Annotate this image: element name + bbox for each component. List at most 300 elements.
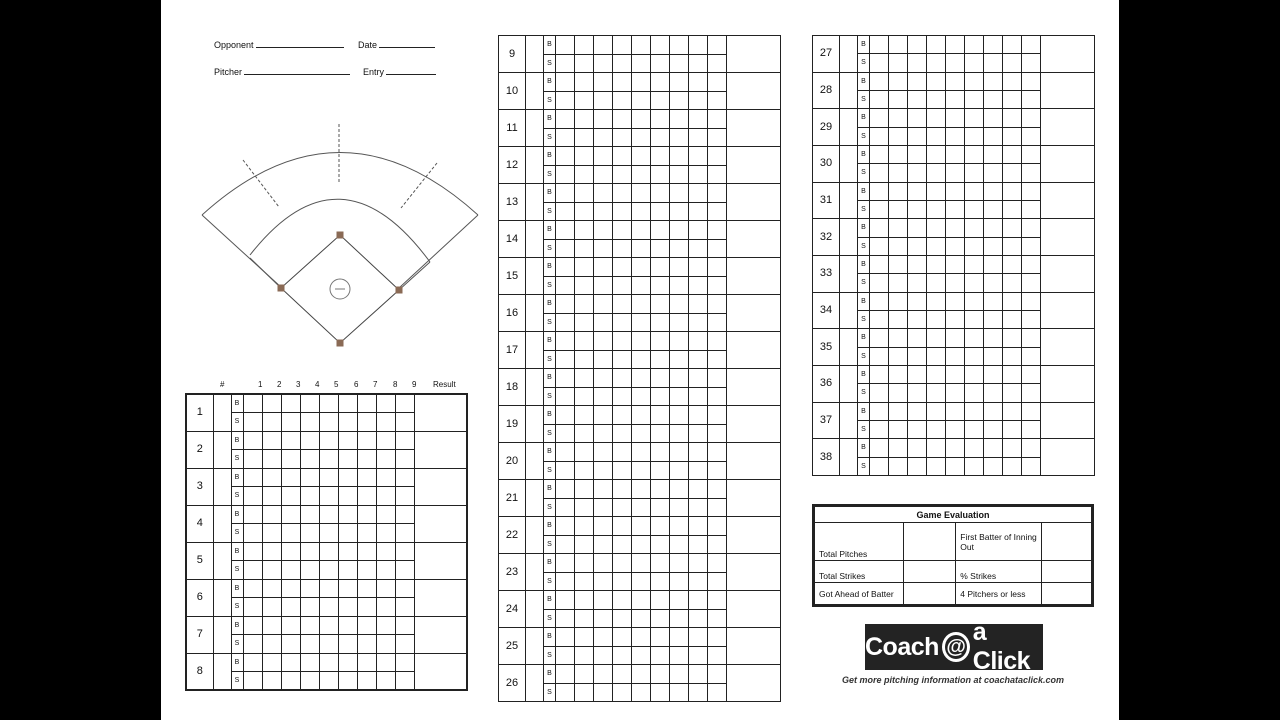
pitch-cell[interactable] — [889, 90, 908, 108]
pitch-cell[interactable] — [670, 591, 689, 610]
pitch-cell[interactable] — [300, 579, 319, 598]
pitch-cell[interactable] — [651, 184, 670, 203]
pitch-cell[interactable] — [556, 665, 575, 684]
pitch-cell[interactable] — [1003, 72, 1022, 90]
pitch-cell[interactable] — [594, 295, 613, 314]
pitch-cell[interactable] — [262, 468, 281, 487]
pitch-cell[interactable] — [689, 609, 708, 628]
pitch-cell[interactable] — [870, 219, 889, 237]
pitch-cell[interactable] — [984, 365, 1003, 383]
pitch-cell[interactable] — [613, 683, 632, 702]
pitch-cell[interactable] — [243, 487, 262, 506]
pitch-cell[interactable] — [319, 413, 338, 432]
pitch-cell[interactable] — [651, 424, 670, 443]
pitch-cell[interactable] — [556, 313, 575, 332]
pitch-cell[interactable] — [708, 424, 727, 443]
pitch-cell[interactable] — [632, 535, 651, 554]
result-cell[interactable] — [727, 73, 781, 110]
pitch-cell[interactable] — [965, 255, 984, 273]
batter-entry-cell[interactable] — [840, 36, 858, 73]
pitch-cell[interactable] — [376, 394, 395, 413]
pitch-cell[interactable] — [708, 36, 727, 55]
pitch-cell[interactable] — [632, 91, 651, 110]
pitch-cell[interactable] — [243, 468, 262, 487]
pitch-cell[interactable] — [632, 332, 651, 351]
pitch-cell[interactable] — [651, 221, 670, 240]
pitch-cell[interactable] — [632, 128, 651, 147]
pitch-cell[interactable] — [870, 402, 889, 420]
batter-entry-cell[interactable] — [526, 184, 544, 221]
pitch-cell[interactable] — [357, 616, 376, 635]
pitch-cell[interactable] — [651, 369, 670, 388]
pitch-cell[interactable] — [395, 450, 414, 469]
pitch-cell[interactable] — [281, 524, 300, 543]
pitch-cell[interactable] — [670, 295, 689, 314]
pitch-cell[interactable] — [376, 561, 395, 580]
pitch-cell[interactable] — [889, 36, 908, 54]
pitch-cell[interactable] — [575, 295, 594, 314]
pitch-cell[interactable] — [300, 616, 319, 635]
pitch-cell[interactable] — [395, 431, 414, 450]
batter-entry-cell[interactable] — [213, 468, 231, 505]
result-cell[interactable] — [727, 554, 781, 591]
pitch-cell[interactable] — [965, 127, 984, 145]
pitch-cell[interactable] — [556, 609, 575, 628]
pitch-cell[interactable] — [300, 487, 319, 506]
pitch-cell[interactable] — [651, 110, 670, 129]
pitch-cell[interactable] — [651, 480, 670, 499]
pitch-cell[interactable] — [632, 276, 651, 295]
pitch-cell[interactable] — [281, 450, 300, 469]
pitch-cell[interactable] — [613, 295, 632, 314]
result-cell[interactable] — [1041, 402, 1095, 439]
result-cell[interactable] — [727, 147, 781, 184]
pitch-cell[interactable] — [708, 646, 727, 665]
pitch-cell[interactable] — [965, 36, 984, 54]
pitch-cell[interactable] — [946, 145, 965, 163]
pitch-cell[interactable] — [908, 36, 927, 54]
pitch-cell[interactable] — [670, 628, 689, 647]
pitch-cell[interactable] — [613, 202, 632, 221]
pitch-cell[interactable] — [556, 184, 575, 203]
pitch-cell[interactable] — [708, 443, 727, 462]
pitch-cell[interactable] — [708, 387, 727, 406]
batter-entry-cell[interactable] — [213, 579, 231, 616]
pitch-cell[interactable] — [613, 54, 632, 73]
pitch-cell[interactable] — [889, 54, 908, 72]
pitch-cell[interactable] — [1003, 365, 1022, 383]
pitch-cell[interactable] — [594, 406, 613, 425]
pitch-cell[interactable] — [946, 292, 965, 310]
pitch-cell[interactable] — [575, 276, 594, 295]
pitch-cell[interactable] — [946, 384, 965, 402]
pitch-cell[interactable] — [575, 535, 594, 554]
pitch-cell[interactable] — [651, 36, 670, 55]
pitch-cell[interactable] — [319, 561, 338, 580]
pitch-cell[interactable] — [670, 258, 689, 277]
pitch-cell[interactable] — [984, 109, 1003, 127]
pitch-cell[interactable] — [927, 457, 946, 475]
pitch-cell[interactable] — [632, 202, 651, 221]
pitch-cell[interactable] — [357, 542, 376, 561]
pitch-cell[interactable] — [927, 109, 946, 127]
pitch-cell[interactable] — [575, 202, 594, 221]
result-cell[interactable] — [727, 332, 781, 369]
result-cell[interactable] — [414, 579, 467, 616]
pitch-cell[interactable] — [556, 461, 575, 480]
pitch-cell[interactable] — [281, 653, 300, 672]
pitch-cell[interactable] — [262, 450, 281, 469]
pitch-cell[interactable] — [946, 219, 965, 237]
pitch-cell[interactable] — [594, 369, 613, 388]
pitch-cell[interactable] — [613, 554, 632, 573]
pitch-cell[interactable] — [689, 128, 708, 147]
pitch-cell[interactable] — [376, 598, 395, 617]
pitch-cell[interactable] — [575, 443, 594, 462]
pitch-cell[interactable] — [946, 200, 965, 218]
pitch-cell[interactable] — [651, 609, 670, 628]
pitch-cell[interactable] — [984, 72, 1003, 90]
pitch-cell[interactable] — [594, 184, 613, 203]
pitch-cell[interactable] — [689, 202, 708, 221]
batter-entry-cell[interactable] — [526, 221, 544, 258]
pitch-cell[interactable] — [613, 498, 632, 517]
pitch-cell[interactable] — [946, 439, 965, 457]
pitch-cell[interactable] — [927, 347, 946, 365]
pitch-cell[interactable] — [632, 424, 651, 443]
batter-entry-cell[interactable] — [526, 480, 544, 517]
pitch-cell[interactable] — [651, 295, 670, 314]
pitch-cell[interactable] — [1003, 36, 1022, 54]
pitch-cell[interactable] — [984, 127, 1003, 145]
pitch-cell[interactable] — [357, 635, 376, 654]
pitch-cell[interactable] — [575, 258, 594, 277]
pitch-cell[interactable] — [708, 276, 727, 295]
pitch-cell[interactable] — [300, 505, 319, 524]
result-cell[interactable] — [727, 665, 781, 702]
pitch-cell[interactable] — [243, 672, 262, 691]
pitch-cell[interactable] — [338, 635, 357, 654]
pitch-cell[interactable] — [1022, 439, 1041, 457]
pitch-cell[interactable] — [1022, 36, 1041, 54]
pitch-cell[interactable] — [689, 295, 708, 314]
pitch-cell[interactable] — [632, 517, 651, 536]
pitch-cell[interactable] — [338, 672, 357, 691]
pitch-cell[interactable] — [870, 292, 889, 310]
coach-at-a-click-logo[interactable] — [865, 618, 1043, 675]
pitch-cell[interactable] — [594, 128, 613, 147]
pitch-cell[interactable] — [870, 182, 889, 200]
batter-entry-cell[interactable] — [213, 505, 231, 542]
pitch-cell[interactable] — [965, 54, 984, 72]
total-strikes-value[interactable] — [903, 561, 956, 583]
pitch-cell[interactable] — [395, 394, 414, 413]
batter-entry-cell[interactable] — [526, 628, 544, 665]
batter-entry-cell[interactable] — [526, 406, 544, 443]
pitch-cell[interactable] — [376, 431, 395, 450]
pitch-cell[interactable] — [870, 145, 889, 163]
pitch-cell[interactable] — [927, 365, 946, 383]
pitch-cell[interactable] — [670, 443, 689, 462]
pitch-cell[interactable] — [965, 402, 984, 420]
pitch-cell[interactable] — [357, 524, 376, 543]
pitch-cell[interactable] — [651, 406, 670, 425]
pitch-cell[interactable] — [395, 505, 414, 524]
batter-entry-cell[interactable] — [526, 443, 544, 480]
pitch-cell[interactable] — [575, 609, 594, 628]
pitch-cell[interactable] — [300, 635, 319, 654]
pitch-cell[interactable] — [262, 394, 281, 413]
pitch-cell[interactable] — [613, 665, 632, 684]
pitch-cell[interactable] — [651, 683, 670, 702]
pitch-cell[interactable] — [1003, 292, 1022, 310]
pitch-cell[interactable] — [965, 365, 984, 383]
pitch-cell[interactable] — [594, 165, 613, 184]
pitch-cell[interactable] — [908, 347, 927, 365]
pitch-cell[interactable] — [965, 310, 984, 328]
pitch-cell[interactable] — [927, 182, 946, 200]
pitch-cell[interactable] — [594, 110, 613, 129]
pitch-cell[interactable] — [689, 572, 708, 591]
pitch-cell[interactable] — [670, 313, 689, 332]
pitch-cell[interactable] — [708, 628, 727, 647]
pitch-cell[interactable] — [1003, 420, 1022, 438]
pitch-cell[interactable] — [575, 36, 594, 55]
pitch-cell[interactable] — [889, 439, 908, 457]
pitch-cell[interactable] — [613, 646, 632, 665]
pitch-cell[interactable] — [689, 424, 708, 443]
pitch-cell[interactable] — [376, 616, 395, 635]
pitch-cell[interactable] — [613, 387, 632, 406]
pitch-cell[interactable] — [946, 164, 965, 182]
pitch-cell[interactable] — [689, 239, 708, 258]
pitch-cell[interactable] — [984, 402, 1003, 420]
pitch-cell[interactable] — [338, 468, 357, 487]
pitch-cell[interactable] — [651, 572, 670, 591]
pitch-cell[interactable] — [984, 90, 1003, 108]
pitch-cell[interactable] — [670, 73, 689, 92]
pitch-cell[interactable] — [357, 394, 376, 413]
pitch-cell[interactable] — [965, 292, 984, 310]
pitch-cell[interactable] — [613, 239, 632, 258]
pitch-cell[interactable] — [338, 394, 357, 413]
pitch-cell[interactable] — [281, 598, 300, 617]
pitch-cell[interactable] — [689, 517, 708, 536]
pitch-cell[interactable] — [651, 646, 670, 665]
pitch-cell[interactable] — [575, 424, 594, 443]
pitch-cell[interactable] — [594, 258, 613, 277]
pitch-cell[interactable] — [594, 628, 613, 647]
pitch-cell[interactable] — [1003, 237, 1022, 255]
pitch-cell[interactable] — [1003, 274, 1022, 292]
pitch-cell[interactable] — [632, 480, 651, 499]
pitch-cell[interactable] — [556, 683, 575, 702]
pitch-cell[interactable] — [556, 628, 575, 647]
pitch-cell[interactable] — [670, 683, 689, 702]
pitch-cell[interactable] — [1022, 90, 1041, 108]
batter-entry-cell[interactable] — [213, 542, 231, 579]
pitch-cell[interactable] — [927, 329, 946, 347]
pitch-cell[interactable] — [632, 646, 651, 665]
pitch-cell[interactable] — [651, 313, 670, 332]
pitch-cell[interactable] — [946, 457, 965, 475]
pitch-cell[interactable] — [594, 461, 613, 480]
pitch-cell[interactable] — [243, 616, 262, 635]
got-ahead-value[interactable] — [903, 583, 956, 605]
result-cell[interactable] — [414, 616, 467, 653]
pitch-cell[interactable] — [556, 350, 575, 369]
pitch-cell[interactable] — [1003, 219, 1022, 237]
result-cell[interactable] — [727, 480, 781, 517]
pitch-cell[interactable] — [376, 505, 395, 524]
pitch-cell[interactable] — [613, 406, 632, 425]
pitch-cell[interactable] — [632, 350, 651, 369]
pitch-cell[interactable] — [1003, 200, 1022, 218]
pitch-cell[interactable] — [927, 72, 946, 90]
pitch-cell[interactable] — [984, 54, 1003, 72]
pitch-cell[interactable] — [689, 591, 708, 610]
pitch-cell[interactable] — [575, 54, 594, 73]
pitch-cell[interactable] — [870, 347, 889, 365]
pitch-cell[interactable] — [870, 54, 889, 72]
pitch-cell[interactable] — [300, 561, 319, 580]
pitch-cell[interactable] — [319, 653, 338, 672]
result-cell[interactable] — [1041, 439, 1095, 476]
pitch-cell[interactable] — [594, 91, 613, 110]
pitch-cell[interactable] — [262, 542, 281, 561]
pitch-cell[interactable] — [243, 413, 262, 432]
pitch-cell[interactable] — [908, 365, 927, 383]
pitch-cell[interactable] — [575, 239, 594, 258]
pitch-cell[interactable] — [262, 561, 281, 580]
pitch-cell[interactable] — [594, 313, 613, 332]
pitch-cell[interactable] — [357, 413, 376, 432]
pitch-cell[interactable] — [651, 54, 670, 73]
pitch-cell[interactable] — [870, 274, 889, 292]
pitch-cell[interactable] — [376, 524, 395, 543]
pitch-cell[interactable] — [243, 653, 262, 672]
pitch-cell[interactable] — [870, 200, 889, 218]
pitch-cell[interactable] — [689, 110, 708, 129]
pitch-cell[interactable] — [908, 292, 927, 310]
pitch-cell[interactable] — [651, 239, 670, 258]
pitch-cell[interactable] — [1003, 182, 1022, 200]
pitch-cell[interactable] — [1003, 384, 1022, 402]
pitch-cell[interactable] — [984, 439, 1003, 457]
pitch-cell[interactable] — [1022, 54, 1041, 72]
pitch-cell[interactable] — [594, 54, 613, 73]
pitch-cell[interactable] — [670, 110, 689, 129]
batter-entry-cell[interactable] — [840, 145, 858, 182]
pitch-cell[interactable] — [689, 350, 708, 369]
pitch-cell[interactable] — [689, 313, 708, 332]
pitch-cell[interactable] — [395, 468, 414, 487]
pitch-cell[interactable] — [613, 91, 632, 110]
pitch-cell[interactable] — [319, 431, 338, 450]
pitch-cell[interactable] — [376, 579, 395, 598]
pitch-cell[interactable] — [575, 554, 594, 573]
pitch-cell[interactable] — [556, 73, 575, 92]
pitch-cell[interactable] — [651, 91, 670, 110]
pitch-cell[interactable] — [965, 164, 984, 182]
pitch-cell[interactable] — [708, 239, 727, 258]
pitch-cell[interactable] — [1022, 200, 1041, 218]
pitch-cell[interactable] — [613, 628, 632, 647]
pitch-cell[interactable] — [575, 128, 594, 147]
pitch-cell[interactable] — [395, 561, 414, 580]
pitch-cell[interactable] — [395, 413, 414, 432]
pitch-cell[interactable] — [613, 443, 632, 462]
pitch-cell[interactable] — [575, 165, 594, 184]
pitch-cell[interactable] — [908, 164, 927, 182]
pitch-cell[interactable] — [889, 402, 908, 420]
pitch-cell[interactable] — [376, 542, 395, 561]
result-cell[interactable] — [727, 258, 781, 295]
pitch-cell[interactable] — [575, 498, 594, 517]
pitch-cell[interactable] — [1003, 439, 1022, 457]
pitch-cell[interactable] — [984, 292, 1003, 310]
pitch-cell[interactable] — [262, 635, 281, 654]
pitch-cell[interactable] — [300, 468, 319, 487]
pitch-cell[interactable] — [594, 591, 613, 610]
pitch-cell[interactable] — [395, 542, 414, 561]
pitch-cell[interactable] — [613, 36, 632, 55]
pitch-cell[interactable] — [889, 109, 908, 127]
batter-entry-cell[interactable] — [526, 665, 544, 702]
pitch-cell[interactable] — [243, 598, 262, 617]
pitch-cell[interactable] — [651, 128, 670, 147]
result-cell[interactable] — [727, 517, 781, 554]
pitch-cell[interactable] — [689, 165, 708, 184]
pitch-cell[interactable] — [556, 517, 575, 536]
pitch-cell[interactable] — [281, 505, 300, 524]
pitch-cell[interactable] — [1022, 347, 1041, 365]
batter-entry-cell[interactable] — [526, 110, 544, 147]
pitch-cell[interactable] — [376, 450, 395, 469]
pitch-cell[interactable] — [946, 420, 965, 438]
batter-entry-cell[interactable] — [526, 517, 544, 554]
pitch-cell[interactable] — [243, 505, 262, 524]
total-pitches-value[interactable] — [903, 523, 956, 561]
pitch-cell[interactable] — [594, 424, 613, 443]
pitch-cell[interactable] — [613, 424, 632, 443]
pitch-cell[interactable] — [870, 237, 889, 255]
pitch-cell[interactable] — [632, 461, 651, 480]
pitch-cell[interactable] — [319, 505, 338, 524]
result-cell[interactable] — [414, 505, 467, 542]
pitch-cell[interactable] — [338, 505, 357, 524]
result-cell[interactable] — [727, 184, 781, 221]
pitch-cell[interactable] — [319, 616, 338, 635]
pitch-cell[interactable] — [927, 310, 946, 328]
pitch-cell[interactable] — [908, 457, 927, 475]
pitch-cell[interactable] — [908, 329, 927, 347]
pitch-cell[interactable] — [889, 219, 908, 237]
pitch-cell[interactable] — [594, 480, 613, 499]
pitch-cell[interactable] — [1003, 329, 1022, 347]
pitch-cell[interactable] — [670, 480, 689, 499]
pitch-cell[interactable] — [908, 182, 927, 200]
result-cell[interactable] — [727, 628, 781, 665]
pitch-cell[interactable] — [670, 665, 689, 684]
pitch-cell[interactable] — [708, 498, 727, 517]
batter-entry-cell[interactable] — [526, 258, 544, 295]
pitch-cell[interactable] — [946, 255, 965, 273]
batter-entry-cell[interactable] — [840, 109, 858, 146]
pitch-cell[interactable] — [870, 255, 889, 273]
result-cell[interactable] — [727, 110, 781, 147]
pitch-cell[interactable] — [632, 73, 651, 92]
